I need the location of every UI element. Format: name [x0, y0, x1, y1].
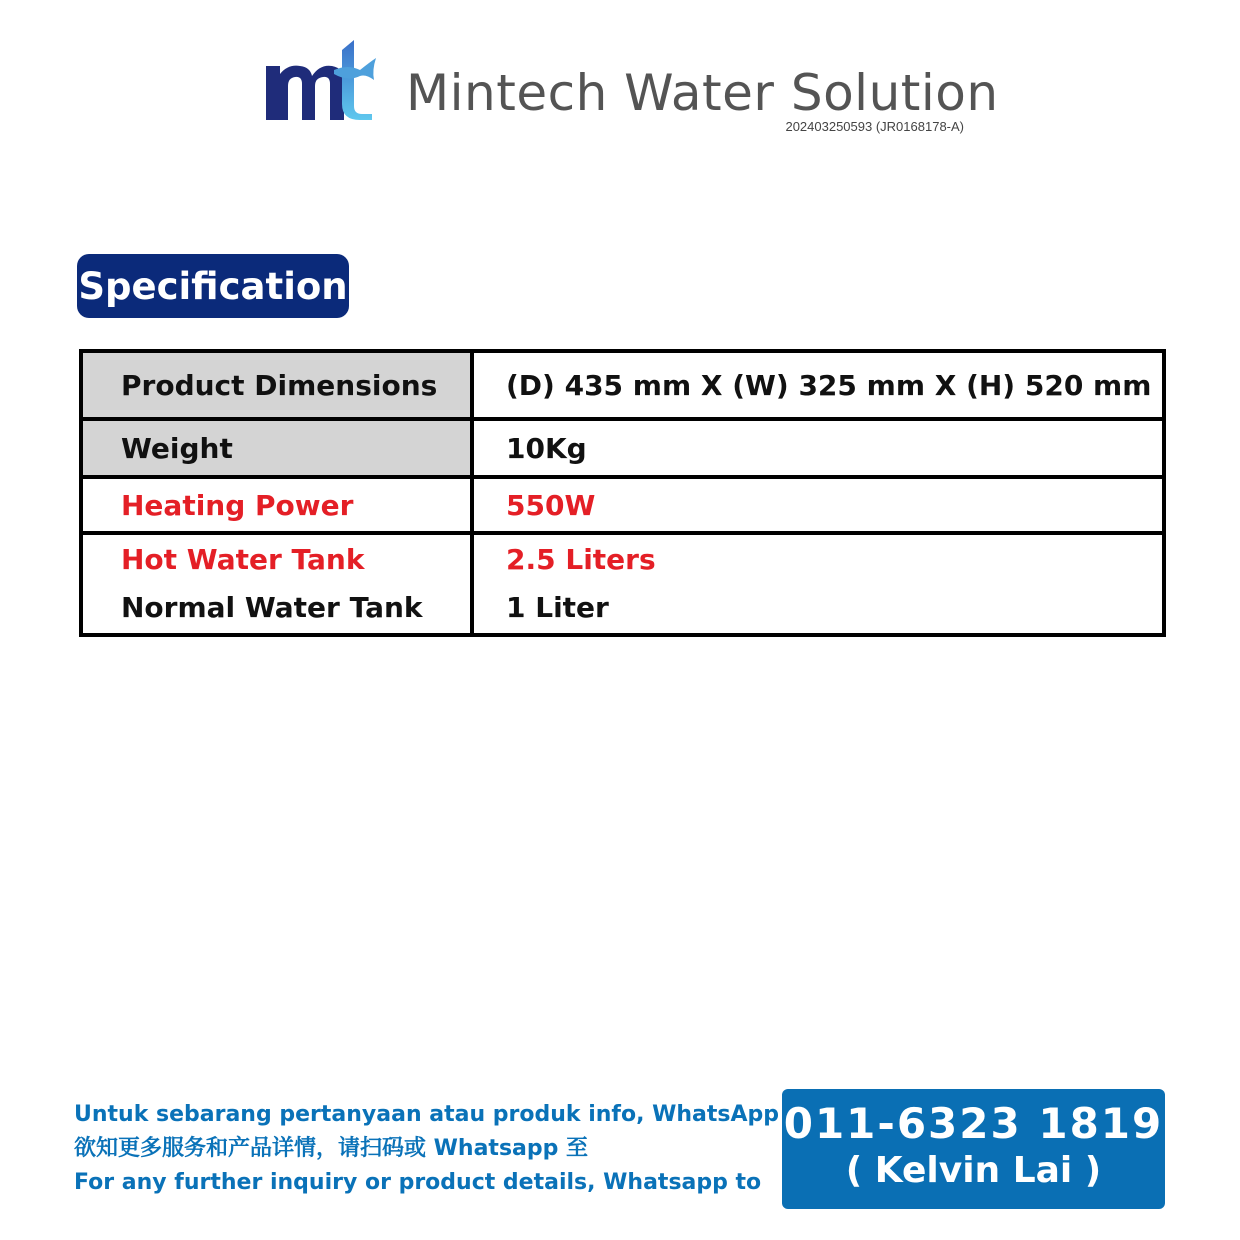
spec-label-heating-power: Heating Power: [81, 477, 472, 533]
brand-name: Mintech Water Solution: [406, 64, 999, 122]
contact-name: ( Kelvin Lai ): [845, 1150, 1102, 1191]
registration-number: 202403250593 (JR0168178-A): [785, 119, 964, 134]
header: [262, 36, 999, 146]
spec-value-dimensions: (D) 435 mm X (W) 325 mm X (H) 520 mm: [472, 351, 1164, 419]
table-row: [81, 351, 1164, 419]
phone-number: 011-6323 1819: [783, 1099, 1164, 1148]
spec-label-normal-water-tank: Normal Water Tank: [121, 591, 423, 624]
spec-value-heating-power: 550W: [472, 477, 1164, 533]
contact-line-malay: Untuk sebarang pertanyaan atau produk info, WhatsApp: [74, 1102, 780, 1127]
table-row: [81, 419, 1164, 477]
phone-box: [782, 1089, 1165, 1209]
table-row: [81, 533, 1164, 635]
contact-line-english: For any further inquiry or product details, Whatsapp to: [74, 1170, 762, 1195]
spec-label-weight: Weight: [81, 419, 472, 477]
spec-value-tanks: [472, 533, 1164, 635]
contact-line-chinese: 欲知更多服务和产品详情，请扫码或 Whatsapp 至: [74, 1136, 589, 1161]
specification-title: Specification: [77, 254, 349, 318]
spec-value-normal-water-tank: 1 Liter: [506, 591, 609, 624]
mt-logo-icon: [262, 36, 378, 126]
table-row: [81, 477, 1164, 533]
spec-value-hot-water-tank: 2.5 Liters: [506, 543, 656, 576]
contact-text: [74, 1098, 779, 1200]
spec-label-hot-water-tank: Hot Water Tank: [121, 543, 365, 576]
spec-label-dimensions: Product Dimensions: [81, 351, 472, 419]
spec-value-weight: 10Kg: [472, 419, 1164, 477]
spec-table: [79, 349, 1166, 637]
spec-label-tanks: [81, 533, 472, 635]
